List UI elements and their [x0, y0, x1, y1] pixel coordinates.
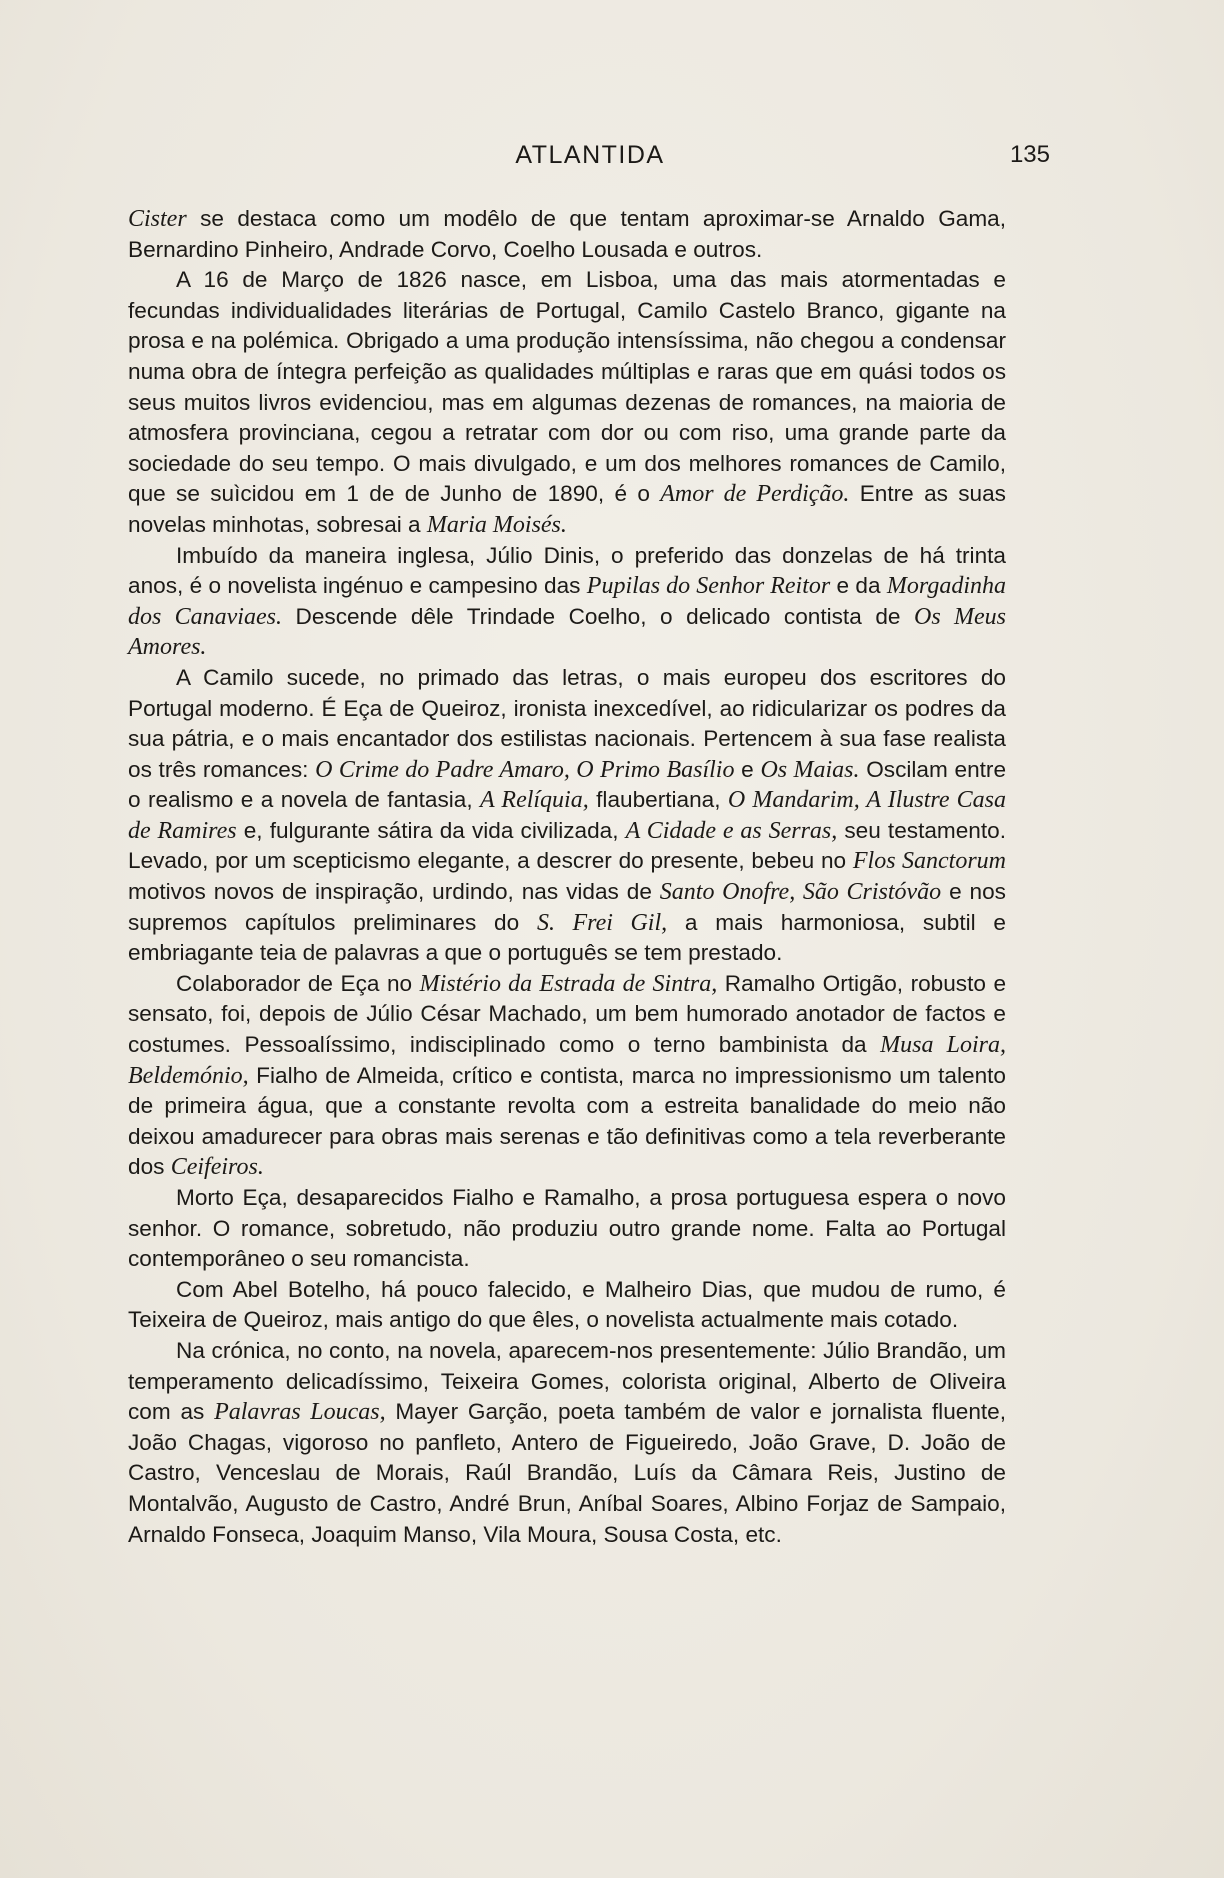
text-segment: Oscilam entre o realismo e a novela de fantasia,: [128, 756, 1007, 813]
paragraph: [128, 663, 1006, 969]
text-segment-italic: Os Meus Amores.: [128, 603, 1006, 661]
text-segment-italic: Mistério da Estrada de Sintra,: [419, 970, 718, 997]
text-segment: e nos supremos capítulos preliminares do: [128, 879, 1006, 935]
text-segment-italic: Cister: [128, 206, 187, 232]
text-segment-italic: Os Maias.: [760, 756, 860, 783]
text-segment-italic: Ceifeiros.: [170, 1154, 264, 1181]
text-segment: Colaborador de Eça no: [176, 970, 420, 996]
text-segment: Fialho de Almeida, crítico e contista, marca no impressionismo um talento de primeira água, que a constante revolta com a estreita banalidade do meio não deixou amadurecer para obras mais serenas e tão definitivas como a tela reverberante dos: [128, 1062, 1006, 1180]
paragraph: [128, 969, 1006, 1183]
text-segment: flaubertiana,: [588, 787, 728, 813]
text-segment-italic: O Crime do Padre Amaro, O Primo Basílio: [315, 756, 735, 783]
running-head: [130, 141, 1050, 175]
text-segment-italic: S. Frei Gil,: [536, 909, 668, 936]
paragraph: [128, 1336, 1006, 1550]
text-segment: a mais harmoniosa, subtil e embriagante teia de palavras a que o português se tem prestado.: [128, 909, 1006, 966]
text-segment: Descende dêle Trindade Coelho, o delicado contista de: [281, 603, 915, 629]
paragraph: [128, 1183, 1006, 1275]
text-segment: Na crónica, no conto, na novela, aparecem-nos presentemente: Júlio Brandão, um temperamento delicadíssimo, Teixeira Gomes, colorista original, Alberto de Oliveira com as: [128, 1337, 1006, 1425]
text-segment: Entre as suas novelas minhotas, sobresai a: [128, 481, 1006, 537]
text-segment-italic: A Relíquia,: [480, 787, 589, 814]
text-segment: A 16 de Março de 1826 nasce, em Lisboa, uma das mais atormentadas e fecundas individualidades literárias de Portugal, Camilo Castelo Branco, gigante na prosa e na polémica. Obrigado a uma produção intensíssima, não chegou a condensar numa obra de íntegra perfeição as qualidades múltiplas e raras que em quási todos os seus muitos livros evidenciou, mas em algumas dezenas de romances, na maioria de atmosfera provinciana, cegou a retratar com dor ou com riso, uma grande parte da sociedade do seu tempo. O mais divulgado, e um dos melhores romances de Camilo, que se suìcidou em 1 de de Junho de 1890, é o: [128, 267, 1006, 507]
paragraph: [128, 265, 1006, 540]
text-segment-italic: Amor de Perdição.: [660, 481, 850, 508]
text-segment: e, fulgurante sátira da vida civilizada,: [236, 817, 626, 843]
running-title: ATLANTIDA: [515, 141, 665, 169]
text-segment: Imbuído da maneira inglesa, Júlio Dinis, o preferido das donzelas de há trinta anos, é o novelista ingénuo e campesino das: [128, 542, 1006, 599]
text-segment: Ramalho Ortigão, robusto e sensato, foi, depois de Júlio César Machado, um bem humorado anotador de factos e costumes. Pessoalíssimo, indisciplinado como o terno bambinista da: [128, 970, 1007, 1058]
text-segment: A Camilo sucede, no primado das letras, o mais europeu dos escritores do Portugal moderno. É Eça de Queiroz, ironista inexcedível, ao ridicularizar os podres da sua pátria, e o mais encantador dos estilistas nacionais. Pertencem à sua fase realista os três romances:: [128, 664, 1006, 782]
paragraph: [128, 1275, 1006, 1336]
text-segment-italic: Musa Loira, Beldemónio,: [128, 1032, 1006, 1089]
text-segment: Com Abel Botelho, há pouco falecido, e Malheiro Dias, que mudou de rumo, é Teixeira de Queiroz, mais antigo do que êles, o novelista actualmente mais cotado.: [128, 1276, 1006, 1333]
paragraph: [128, 204, 1006, 265]
text-segment-italic: Santo Onofre, São Cristóvão: [659, 879, 942, 906]
text-segment-italic: A Cidade e as Serras,: [625, 817, 838, 844]
text-segment: seu testamento. Levado, por um scepticismo elegante, a descrer do presente, bebeu no: [128, 817, 1006, 874]
paragraph: [128, 541, 1006, 663]
text-segment-italic: O Mandarim, A Ilustre Casa de Ramires: [128, 787, 1006, 844]
text-segment-italic: Pupilas do Senhor Reitor: [586, 573, 831, 600]
text-segment: e: [734, 756, 761, 782]
page-number: 135: [1009, 141, 1050, 168]
body-text: [128, 204, 1006, 1550]
text-segment-italic: Maria Moisés.: [426, 511, 567, 538]
text-segment-italic: Flos Sanctorum: [852, 848, 1006, 875]
text-segment-italic: Palavras Loucas,: [214, 1399, 386, 1426]
text-segment: motivos novos de inspiração, urdindo, nas vidas de: [128, 879, 660, 905]
text-segment: Mayer Garção, poeta também de valor e jornalista fluente, João Chagas, vigoroso no panfleto, Antero de Figueiredo, João Grave, D. João de Castro, Venceslau de Morais, Raúl Brandão, Luís da Câmara Reis, Justino de Montalvão, Augusto de Castro, André Brun, Aníbal Soares, Albino Forjaz de Sampaio, Arnaldo Fonseca, Joaquim Manso, Vila Moura, Sousa Costa, etc.: [128, 1399, 1007, 1547]
text-segment: se destaca como um modêlo de que tentam aproximar-se Arnaldo Gama, Bernardino Pinheiro, Andrade Corvo, Coelho Lousada e outros.: [128, 206, 1006, 262]
text-segment-italic: Morgadinha dos Canaviaes.: [128, 573, 1006, 630]
text-segment: e da: [830, 573, 887, 599]
text-segment: Morto Eça, desaparecidos Fialho e Ramalho, a prosa portuguesa espera o novo senhor. O romance, sobretudo, não produziu outro grande nome. Falta ao Portugal contemporâneo o seu romancista.: [128, 1185, 1006, 1272]
